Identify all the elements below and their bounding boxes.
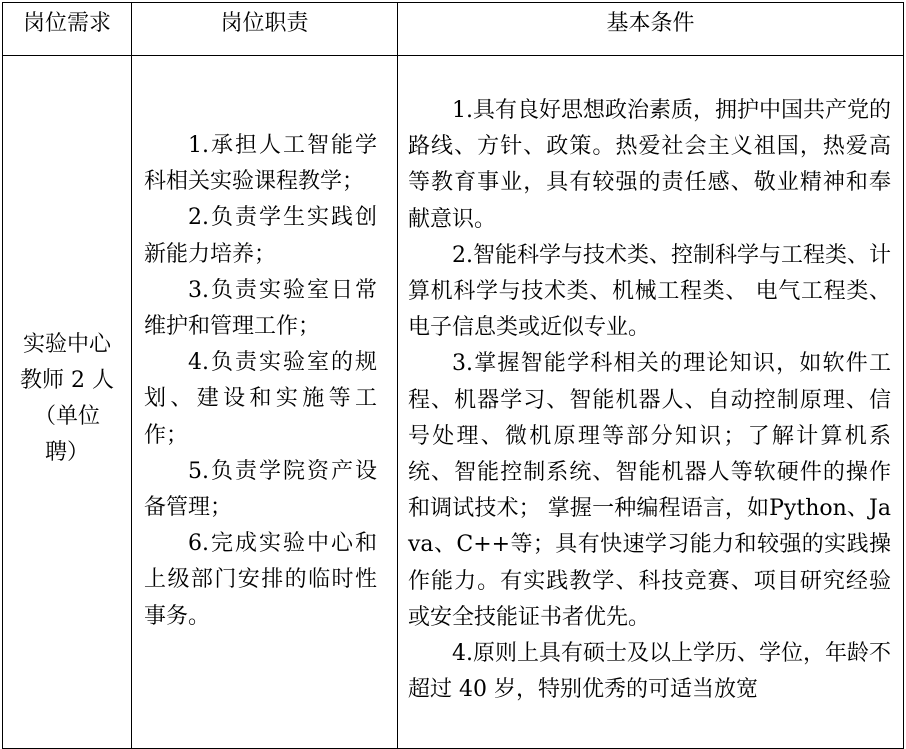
condition-item: 4.原则上具有硕士及以上学历、学位，年龄不超过 40 岁，特别优秀的可适当放宽 [408,641,891,703]
header-conditions: 基本条件 [398,3,904,56]
conditions-cell [398,56,904,749]
position-line: 实验中心 [22,332,111,357]
header-position: 岗位需求 [3,3,132,56]
duty-item: 2.负责学生实践创新能力培养； [144,205,377,267]
position-line: （单位 [33,404,100,429]
header-duties: 岗位职责 [132,3,398,56]
duty-item: 3.负责实验室日常维护和管理工作； [144,277,377,340]
duty-item: 6.完成实验中心和上级部门安排的临时性事务。 [144,531,377,629]
header-row [3,3,904,56]
position-line: 教师 2 人 [20,368,114,393]
duty-item: 4.负责实验室的规划、建设和实施等工作； [144,350,377,448]
table-row [3,56,904,749]
job-requirements-table [2,2,904,749]
position-cell [3,56,132,749]
position-line: 聘） [44,440,89,465]
condition-item: 3.掌握智能学科相关的理论知识，如软件工程、机器学习、智能机器人、自动控制原理、信号处理、微机原理等部分知识；了解计算机系统、智能控制系统、智能机器人等软硬件的操作和调试技术； 掌握一种编程语言，如Python、Java、C++等；具有快速学习能力和较强的实践操作能力。有实践教学、科技竞赛、项目研究经验或安全技能证书者优先。 [408,351,891,630]
duties-cell [132,56,398,749]
duty-item: 1.承担人工智能学科相关实验课程教学； [144,133,377,195]
condition-item: 1.具有良好思想政治素质，拥护中国共产党的路线、方针、政策。热爱社会主义祖国，热爱高等教育事业，具有较强的责任感、敬业精神和奉献意识。 [408,98,891,232]
condition-item: 2.智能科学与技术类、控制科学与工程类、计算机科学与技术类、机械工程类、 电气工程类、电子信息类或近似专业。 [408,242,891,341]
duty-item: 5.负责学院资产设备管理； [144,458,377,521]
